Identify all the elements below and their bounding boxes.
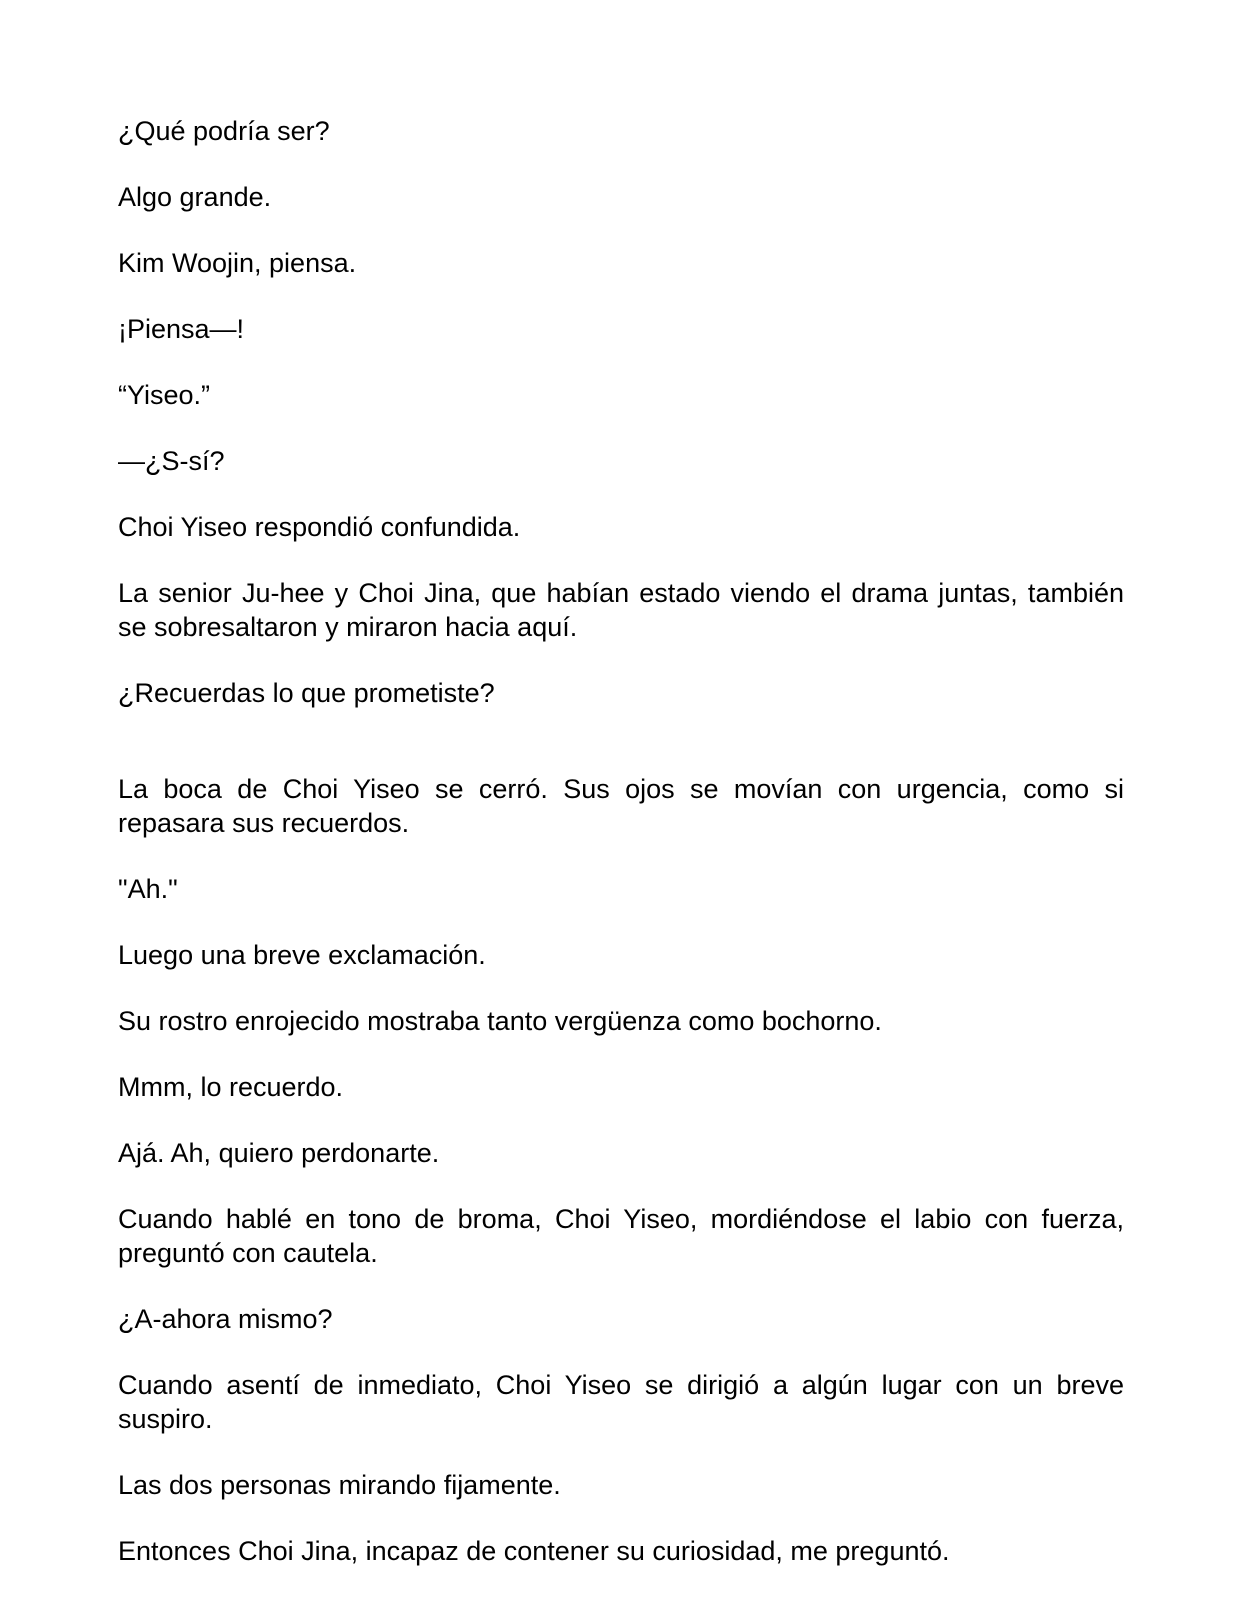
paragraph: Mmm, lo recuerdo.	[118, 1072, 344, 1102]
paragraph: ¡Piensa—!	[118, 314, 245, 344]
paragraph: Algo grande.	[118, 182, 272, 212]
paragraph: Kim Woojin, piensa.	[118, 248, 357, 278]
paragraph: “Yiseo.”	[118, 380, 211, 410]
paragraph: Su rostro enrojecido mostraba tanto vergüenza como bochorno.	[118, 1006, 882, 1036]
paragraph: ¿A-ahora mismo?	[118, 1304, 333, 1334]
paragraph: La senior Ju-hee y Choi Jina, que habían estado viendo el drama juntas, también se sobresaltaron y miraron hacia aquí.	[118, 578, 1124, 642]
paragraph: ¿Recuerdas lo que prometiste?	[118, 678, 495, 708]
paragraph: —¿S-sí?	[118, 446, 225, 476]
paragraph: Choi Yiseo respondió confundida.	[118, 512, 521, 542]
paragraph: Cuando asentí de inmediato, Choi Yiseo se dirigió a algún lugar con un breve suspiro.	[118, 1370, 1124, 1434]
paragraph: Entonces Choi Jina, incapaz de contener su curiosidad, me preguntó.	[118, 1536, 950, 1566]
paragraph: ¿Qué podría ser?	[118, 116, 330, 146]
paragraph: La boca de Choi Yiseo se cerró. Sus ojos se movían con urgencia, como si repasara sus recuerdos.	[118, 774, 1124, 838]
paragraph: Cuando hablé en tono de broma, Choi Yiseo, mordiéndose el labio con fuerza, preguntó con cautela.	[118, 1204, 1124, 1268]
paragraph: Luego una breve exclamación.	[118, 940, 486, 970]
paragraph: Las dos personas mirando fijamente.	[118, 1470, 561, 1500]
paragraph: Ajá. Ah, quiero perdonarte.	[118, 1138, 440, 1168]
paragraph: "Ah."	[118, 874, 178, 904]
